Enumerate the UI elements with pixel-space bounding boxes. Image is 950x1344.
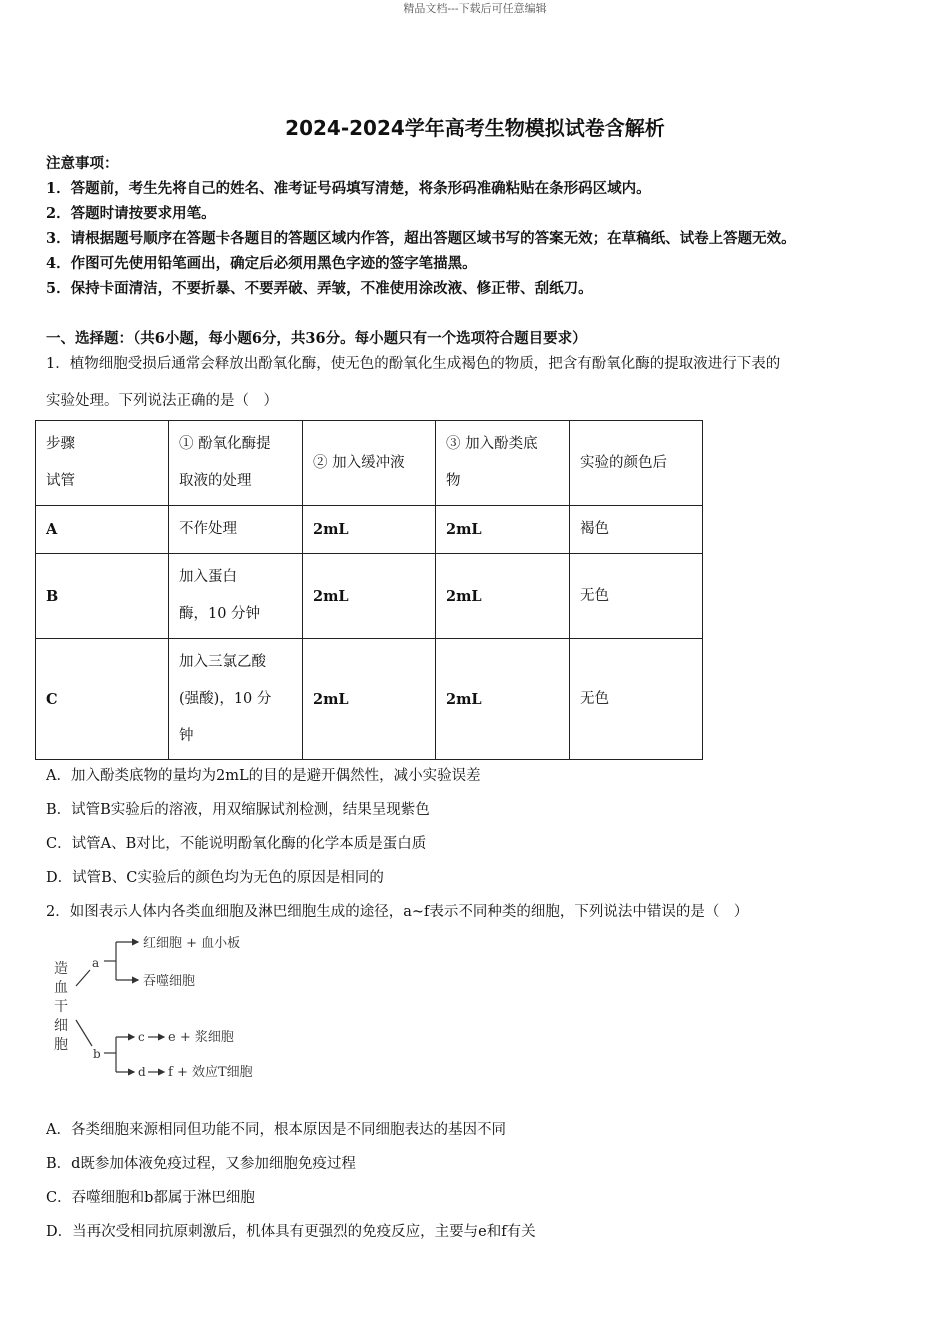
notice-item: 1．答题前，考生先将自己的姓名、准考证号码填写清楚，将条形码准确粘贴在条形码区域内。 [46, 180, 651, 197]
notice-item: 3．请根据题号顺序在答题卡各题目的答题区域内作答，超出答题区域书写的答案无效；在草稿纸、试卷上答题无效。 [46, 230, 796, 247]
q1-option-d: D．试管B、C实验后的颜色均为无色的原因是相同的 [46, 870, 384, 886]
cell-treatment: 不作处理 [169, 506, 303, 554]
d-output-f-effector-t-cell: f + 效应T细胞 [168, 1065, 253, 1080]
q1-option-c: C．试管A、B对比，不能说明酚氧化酶的化学本质是蛋白质 [46, 836, 427, 852]
cell-tube: A [36, 506, 169, 554]
table-row [36, 506, 703, 554]
q1-experiment-table [35, 420, 703, 760]
source-char: 胞 [54, 1037, 68, 1053]
q1-stem-line1: 1．植物细胞受损后通常会释放出酚氧化酶，使无色的酚氧化生成褐色的物质，把含有酚氧化酶的提取液进行下表的 [46, 356, 781, 372]
cell-treatment: 加入蛋白 酶，10 分钟 [169, 554, 303, 639]
cell-buffer: 2mL [303, 639, 436, 760]
cell-buffer: 2mL [303, 506, 436, 554]
header-cell-step-tube: 步骤 试管 [36, 421, 169, 506]
source-char: 造 [54, 961, 68, 977]
a-output-phagocyte: 吞噬细胞 [143, 974, 196, 989]
cell-treatment: 加入三氯乙酸 (强酸)，10 分 钟 [169, 639, 303, 760]
cell-color: 无色 [570, 639, 703, 760]
arrow-to-a [76, 970, 90, 986]
table-row [36, 554, 703, 639]
notice-heading: 注意事项： [46, 155, 119, 172]
blood-cell-lineage-diagram [48, 928, 278, 1088]
table-header-row [36, 421, 703, 506]
page-header-note: 精品文档---下载后可任意编辑 [403, 2, 547, 15]
section-heading: 一、选择题：（共6小题，每小题6分，共36分。每小题只有一个选项符合题目要求） [46, 330, 587, 347]
a-output-rbc-platelet: 红细胞 + 血小板 [143, 936, 241, 951]
q2-option-a: A．各类细胞来源相同但功能不同，根本原因是不同细胞表达的基因不同 [46, 1122, 506, 1138]
q2-option-d: D．当再次受相同抗原刺激后，机体具有更强烈的免疫反应，主要与e和f有关 [46, 1224, 536, 1240]
source-char: 血 [54, 980, 68, 996]
header-cell-substrate: ③ 加入酚类底 物 [436, 421, 570, 506]
label-c: c [138, 1030, 145, 1044]
cell-substrate: 2mL [436, 506, 570, 554]
source-char: 细 [54, 1018, 68, 1034]
label-d: d [138, 1065, 146, 1079]
notice-item: 4．作图可先使用铅笔画出，确定后必须用黑色字迹的签字笔描黑。 [46, 255, 477, 272]
q1-stem-line2: 实验处理。下列说法正确的是（ ） [46, 393, 278, 409]
cell-color: 褐色 [570, 506, 703, 554]
arrow-to-b [76, 1020, 92, 1046]
cell-buffer: 2mL [303, 554, 436, 639]
cell-tube: C [36, 639, 169, 760]
q1-option-b: B．试管B实验后的溶液，用双缩脲试剂检测，结果呈现紫色 [46, 802, 430, 818]
cell-substrate: 2mL [436, 554, 570, 639]
label-a: a [92, 956, 100, 970]
label-b: b [93, 1047, 101, 1061]
q2-option-b: B．d既参加体液免疫过程，又参加细胞免疫过程 [46, 1156, 356, 1172]
header-cell-treatment: ① 酚氧化酶提 取液的处理 [169, 421, 303, 506]
source-char: 干 [54, 999, 68, 1015]
notice-item: 5．保持卡面清洁，不要折暴、不要弄破、弄皱，不准使用涂改液、修正带、刮纸刀。 [46, 280, 593, 297]
cell-substrate: 2mL [436, 639, 570, 760]
page-title: 2024-2024学年高考生物模拟试卷含解析 [285, 116, 665, 140]
cell-tube: B [36, 554, 169, 639]
notice-item: 2．答题时请按要求用笔。 [46, 205, 216, 222]
q2-stem: 2．如图表示人体内各类血细胞及淋巴细胞生成的途径，a~f表示不同种类的细胞，下列说法中错误的是（ ） [46, 904, 749, 920]
c-output-e-plasma-cell: e + 浆细胞 [168, 1030, 234, 1045]
q2-option-c: C．吞噬细胞和b都属于淋巴细胞 [46, 1190, 255, 1206]
q1-option-a: A．加入酚类底物的量均为2mL的目的是避开偶然性，减小实验误差 [46, 768, 481, 784]
cell-color: 无色 [570, 554, 703, 639]
table-row [36, 639, 703, 760]
header-cell-color: 实验的颜色后 [570, 421, 703, 506]
header-cell-buffer: ② 加入缓冲液 [303, 421, 436, 506]
